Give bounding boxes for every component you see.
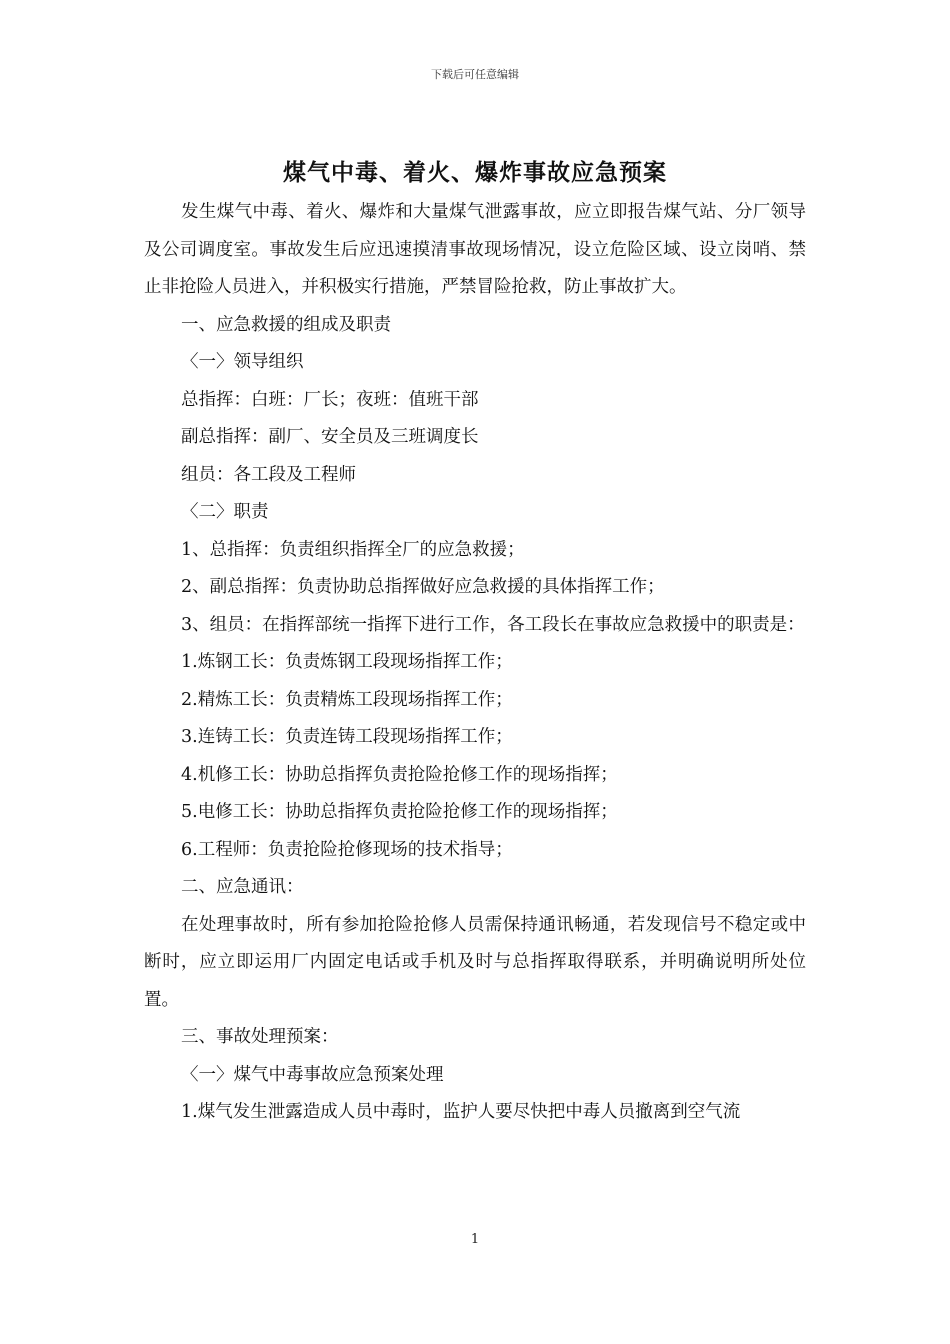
- subsection-heading-leadership: 〈一〉领导组织: [181, 352, 304, 372]
- list-item-gas-poisoning-1: 1.煤气发生泄露造成人员中毒时，监护人要尽快把中毒人员撤离到空气流: [181, 1102, 741, 1122]
- document-title: 煤气中毒、着火、爆炸事故应急预案: [283, 160, 667, 186]
- list-item-foreman-4: 4.机修工长：协助总指挥负责抢险抢修工作的现场指挥；: [181, 764, 618, 785]
- paragraph-commander: 总指挥：白班：厂长；夜班：值班干部: [181, 389, 479, 410]
- list-item-foreman-2: 2.精炼工长：负责精炼工段现场指挥工作；: [181, 689, 513, 710]
- list-item-duty-2: 2、副总指挥：负责协助总指挥做好应急救援的具体指挥工作；: [181, 577, 665, 597]
- header-note: 下载后可任意编辑: [431, 68, 519, 81]
- section-heading-2: 二、应急通讯：: [181, 877, 304, 897]
- paragraph-communication: 在处理事故时，所有参加抢险抢修人员需保持通讯畅通，若发现信号不稳定或中断时，应立即运用厂内固定电话或手机及时与总指挥取得联系，并明确说明所处位置。: [144, 914, 806, 1010]
- list-item-foreman-1: 1.炼钢工长：负责炼钢工段现场指挥工作；: [181, 652, 513, 672]
- list-item-foreman-6: 6.工程师：负责抢险抢修现场的技术指导；: [181, 839, 513, 860]
- section-heading-1: 一、应急救援的组成及职责: [181, 314, 391, 335]
- subsection-heading-duties: 〈二〉职责: [181, 502, 269, 522]
- paragraph-deputy-commander: 副总指挥：副厂、安全员及三班调度长: [181, 427, 479, 447]
- page-number: 1: [470, 1232, 480, 1247]
- list-item-duty-1: 1、总指挥：负责组织指挥全厂的应急救援；: [181, 539, 525, 560]
- subsection-heading-gas-poisoning: 〈一〉煤气中毒事故应急预案处理: [181, 1064, 444, 1085]
- list-item-foreman-3: 3.连铸工长：负责连铸工段现场指挥工作；: [181, 727, 513, 747]
- section-heading-3: 三、事故处理预案：: [181, 1027, 339, 1047]
- list-item-duty-3: 3、组员：在指挥部统一指挥下进行工作，各工段长在事故应急救援中的职责是：: [181, 614, 805, 635]
- paragraph-intro: 发生煤气中毒、着火、爆炸和大量煤气泄露事故，应立即报告煤气站、分厂领导及公司调度室。事故发生后应迅速摸清事故现场情况，设立危险区域、设立岗哨、禁止非抢险人员进入，并积极实行措施，严禁冒险抢救，防止事故扩大。: [144, 202, 806, 297]
- document-body: [144, 194, 806, 1132]
- list-item-foreman-5: 5.电修工长：协助总指挥负责抢险抢修工作的现场指挥；: [181, 802, 618, 822]
- paragraph-members: 组员：各工段及工程师: [181, 464, 356, 485]
